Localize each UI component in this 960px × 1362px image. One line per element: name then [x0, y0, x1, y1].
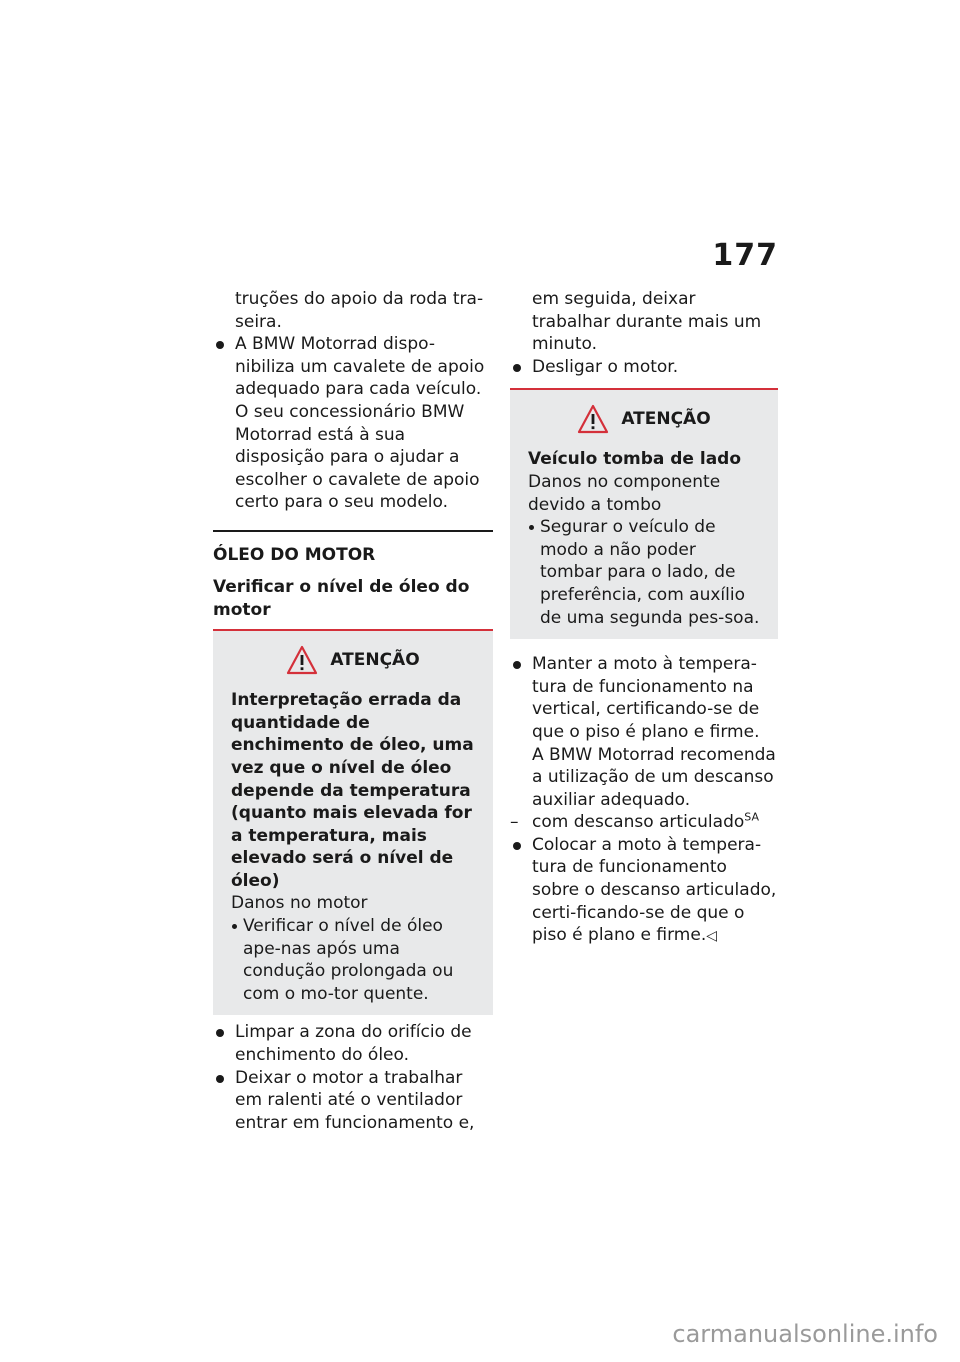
optional-equipment-mark: SA: [744, 810, 759, 824]
section-divider: [213, 530, 493, 532]
list-item: Deixar o motor a trabalhar em ralenti até o ventilador entrar em funcionamento e,: [213, 1067, 493, 1135]
list-item-text: Colocar a moto à tempera-tura de funcionamento sobre o descanso articulado, certi-ficando-se de que o piso é plano e firme.: [532, 834, 777, 946]
warning-triangle-icon: [286, 645, 318, 675]
warning-triangle-icon: [577, 404, 609, 434]
warning-consequence: Danos no motor: [231, 893, 368, 914]
dash-item: [510, 811, 778, 834]
watermark: carmanualsonline.info: [672, 1320, 938, 1348]
list-item: A BMW Motorrad dispo-nibiliza um cavalete de apoio adequado para cada veículo. O seu concessionário BMW Motorrad está à sua disposição para o ajudar a escolher o cavalete de apoio certo para o seu modelo.: [213, 333, 493, 514]
page-number: 177: [712, 238, 778, 273]
intro-continuation: truções do apoio da roda tra-seira.: [235, 289, 484, 332]
end-of-section-icon: ◁: [706, 928, 718, 945]
warning-header: [231, 645, 475, 675]
warning-consequence: Danos no componente devido a tombo: [528, 471, 721, 515]
warning-box: [213, 631, 493, 1015]
list-item-note: A BMW Motorrad recomenda a utilização de um descanso auxiliar adequado.: [532, 744, 776, 810]
right-column: [510, 288, 778, 948]
list-item: Limpar a zona do orifício de enchimento do óleo.: [213, 1021, 493, 1066]
list-item: Manter a moto à tempera-tura de funcionamento na vertical, certificando-se de que o piso é plano e firme.: [510, 653, 778, 743]
warning-hazard: Veículo tomba de lado: [528, 449, 742, 470]
warning-box: [510, 390, 778, 639]
right-continuation: em seguida, deixar trabalhar durante mais um minuto.: [532, 289, 762, 355]
dash-item-text: com descanso articulado: [532, 812, 745, 833]
list-item: Desligar o motor.: [510, 356, 778, 379]
sub-title: Verificar o nível de óleo do motor: [213, 576, 470, 620]
warning-label: ATENÇÃO: [621, 409, 711, 430]
warning-header: [528, 404, 760, 434]
section-title: ÓLEO DO MOTOR: [213, 544, 376, 565]
warning-label: ATENÇÃO: [330, 650, 420, 671]
warning-hazard: Interpretação errada da quantidade de enchimento de óleo, uma vez que o nível de óleo depende da temperatura (quanto mais elevada for a temperatura, mais elevado será o nível de óleo): [231, 690, 474, 891]
warning-action: Segurar o veículo de modo a não poder tombar para o lado, de preferência, com auxílio de uma segunda pes-soa.: [528, 516, 760, 629]
list-item: [510, 834, 778, 948]
warning-action: Verificar o nível de óleo ape-nas após uma condução prolongada ou com o mo-tor quente.: [231, 915, 475, 1005]
left-column: [213, 288, 493, 1134]
